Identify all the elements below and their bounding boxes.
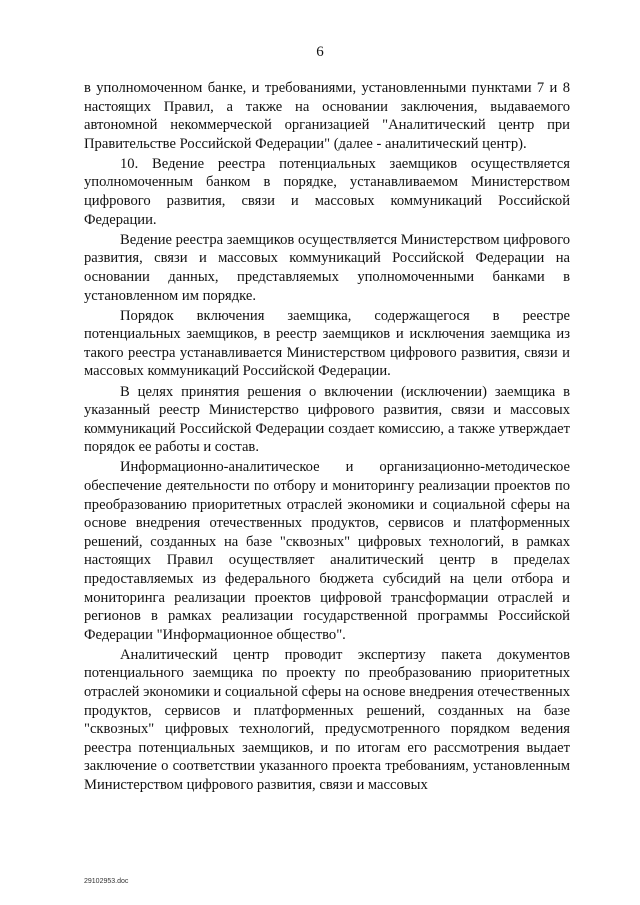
paragraph-inclusion-procedure: Порядок включения заемщика, содержащегося в реестре потенциальных заемщиков, в реестр заемщиков и исключения заемщика из такого реестра устанавливается Министерством цифрового развития, связи и массовых коммуникаций Российской Федерации. — [84, 307, 570, 380]
paragraph-expertise: Аналитический центр проводит экспертизу пакета документов потенциального заемщика по проекту по преобразованию приоритетных отраслей экономики и социальной сферы на основе внедрения отечественных продуктов, сервисов и платформенных решений, созданных на базе "сквозных" цифровых технологий, предусмотренного порядком ведения реестра потенциальных заемщиков, и по итогам его рассмотрения выдает заключение о соответствии указанного проекта требованиям, установленным Министерством цифрового развития, связи и массовых — [84, 646, 570, 793]
paragraph-borrower-registry: Ведение реестра заемщиков осуществляется Министерством цифрового развития, связи и массовых коммуникаций Российской Федерации на основании данных, представляемых уполномоченными банками в установленном им порядке. — [84, 231, 570, 304]
page-number: 6 — [316, 44, 324, 60]
paragraph-10-registry: 10. Ведение реестра потенциальных заемщиков осуществляется уполномоченным банком в порядке, устанавливаемом Министерством цифрового развития, связи и массовых коммуникаций Российской Федерации. — [84, 155, 570, 228]
document-body — [84, 79, 570, 795]
footer-doc-id: 29102953.doc — [84, 878, 129, 885]
paragraph-analytical-support: Информационно-аналитическое и организационно-методическое обеспечение деятельности по отбору и мониторингу реализации проектов по преобразованию приоритетных отраслей экономики и социальной сферы на основе внедрения отечественных продуктов, сервисов и платформенных решений, созданных на базе "сквозных" цифровых технологий, в рамках настоящих Правил осуществляет аналитический центр в пределах предоставляемых из федерального бюджета субсидий на цели отбора и мониторинга реализации проектов цифровой трансформации отраслей и регионов в рамках реализации государственной программы Российской Федерации "Информационное общество". — [84, 459, 570, 643]
paragraph-commission: В целях принятия решения о включении (исключении) заемщика в указанный реестр Министерство цифрового развития, связи и массовых коммуникаций Российской Федерации создает комиссию, а также утверждает порядок ее работы и состав. — [84, 383, 570, 456]
paragraph-continuation: в уполномоченном банке, и требованиями, установленными пунктами 7 и 8 настоящих Правил, а также на основании заключения, выдаваемого автономной некоммерческой организацией "Аналитический центр при Правительстве Российской Федерации" (далее - аналитический центр). — [84, 80, 570, 152]
